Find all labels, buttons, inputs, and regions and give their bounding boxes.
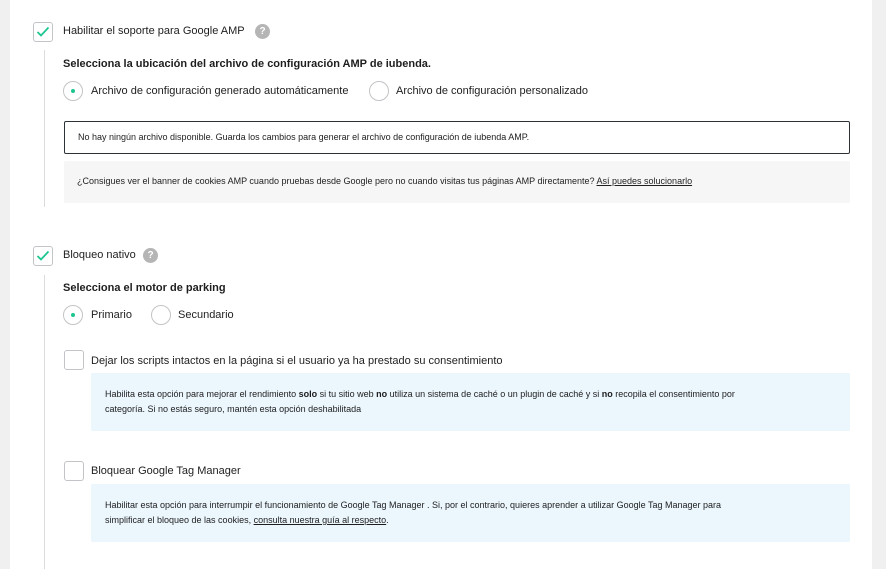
keep-scripts-info-line2: categoría. Si no estás seguro, mantén esta opción deshabilitada (105, 404, 362, 414)
primary-engine-radio[interactable] (63, 305, 83, 325)
help-icon[interactable]: ? (143, 248, 158, 263)
native-blocking-label: Bloqueo nativo (63, 249, 136, 261)
amp-auto-label: Archivo de configuración generado automáticamente (91, 85, 349, 97)
checkmark-icon (36, 250, 50, 262)
amp-banner-notice (64, 161, 850, 203)
amp-auto-radio[interactable] (63, 81, 83, 101)
secondary-engine-radio[interactable] (151, 305, 171, 325)
keep-scripts-info-line1 (105, 387, 836, 402)
native-blocking-checkbox[interactable] (33, 246, 53, 266)
keep-scripts-label: Dejar los scripts intactos en la página si el usuario ya ha prestado su consentimiento (91, 355, 503, 367)
info-emphasis: no (601, 389, 613, 399)
secondary-engine-label: Secundario (178, 309, 234, 321)
info-text: Habilita esta opción para mejorar el rendimiento (105, 389, 299, 399)
info-text: recopila el consentimiento por (612, 389, 735, 399)
checkmark-icon (36, 26, 50, 38)
block-gtm-label: Bloquear Google Tag Manager (91, 465, 241, 477)
amp-banner-question: ¿Consigues ver el banner de cookies AMP cuando pruebas desde Google pero no cuando visitas tus páginas AMP directamente? (77, 176, 595, 186)
gtm-info-box (91, 484, 850, 542)
keep-scripts-info-box (91, 373, 850, 431)
help-icon[interactable]: ? (255, 24, 270, 39)
info-text: utiliza un sistema de caché o un plugin de caché y si (387, 389, 602, 399)
primary-engine-label: Primario (91, 309, 132, 321)
amp-support-label: Habilitar el soporte para Google AMP (63, 25, 245, 37)
info-emphasis: solo (298, 389, 318, 399)
amp-section-divider (44, 50, 45, 207)
amp-support-checkbox[interactable] (33, 22, 53, 42)
native-section-divider (44, 275, 45, 569)
amp-custom-radio[interactable] (369, 81, 389, 101)
parking-engine-heading: Selecciona el motor de parking (63, 282, 226, 294)
block-gtm-checkbox[interactable] (64, 461, 84, 481)
amp-file-status-box (64, 121, 850, 154)
amp-file-status-text: No hay ningún archivo disponible. Guarda los cambios para generar el archivo de configuración de iubenda AMP. (78, 132, 530, 142)
gtm-info-line1: Habilitar esta opción para interrumpir el funcionamiento de Google Tag Manager . Si, por el contrario, quieres aprender a utilizar Google Tag Manager para (105, 500, 722, 510)
keep-scripts-checkbox[interactable] (64, 350, 84, 370)
gtm-guide-link[interactable]: consulta nuestra guía al respecto (253, 515, 387, 525)
info-text: . (386, 515, 389, 525)
amp-custom-label: Archivo de configuración personalizado (396, 85, 589, 97)
amp-location-heading: Selecciona la ubicación del archivo de configuración AMP de iubenda. (63, 58, 431, 70)
gtm-info-line2 (105, 513, 836, 528)
info-text: si tu sitio web (317, 389, 377, 399)
info-emphasis: no (376, 389, 388, 399)
info-text: simplificar el bloqueo de las cookies, (105, 515, 254, 525)
amp-solution-link[interactable]: Así puedes solucionarlo (596, 176, 693, 186)
